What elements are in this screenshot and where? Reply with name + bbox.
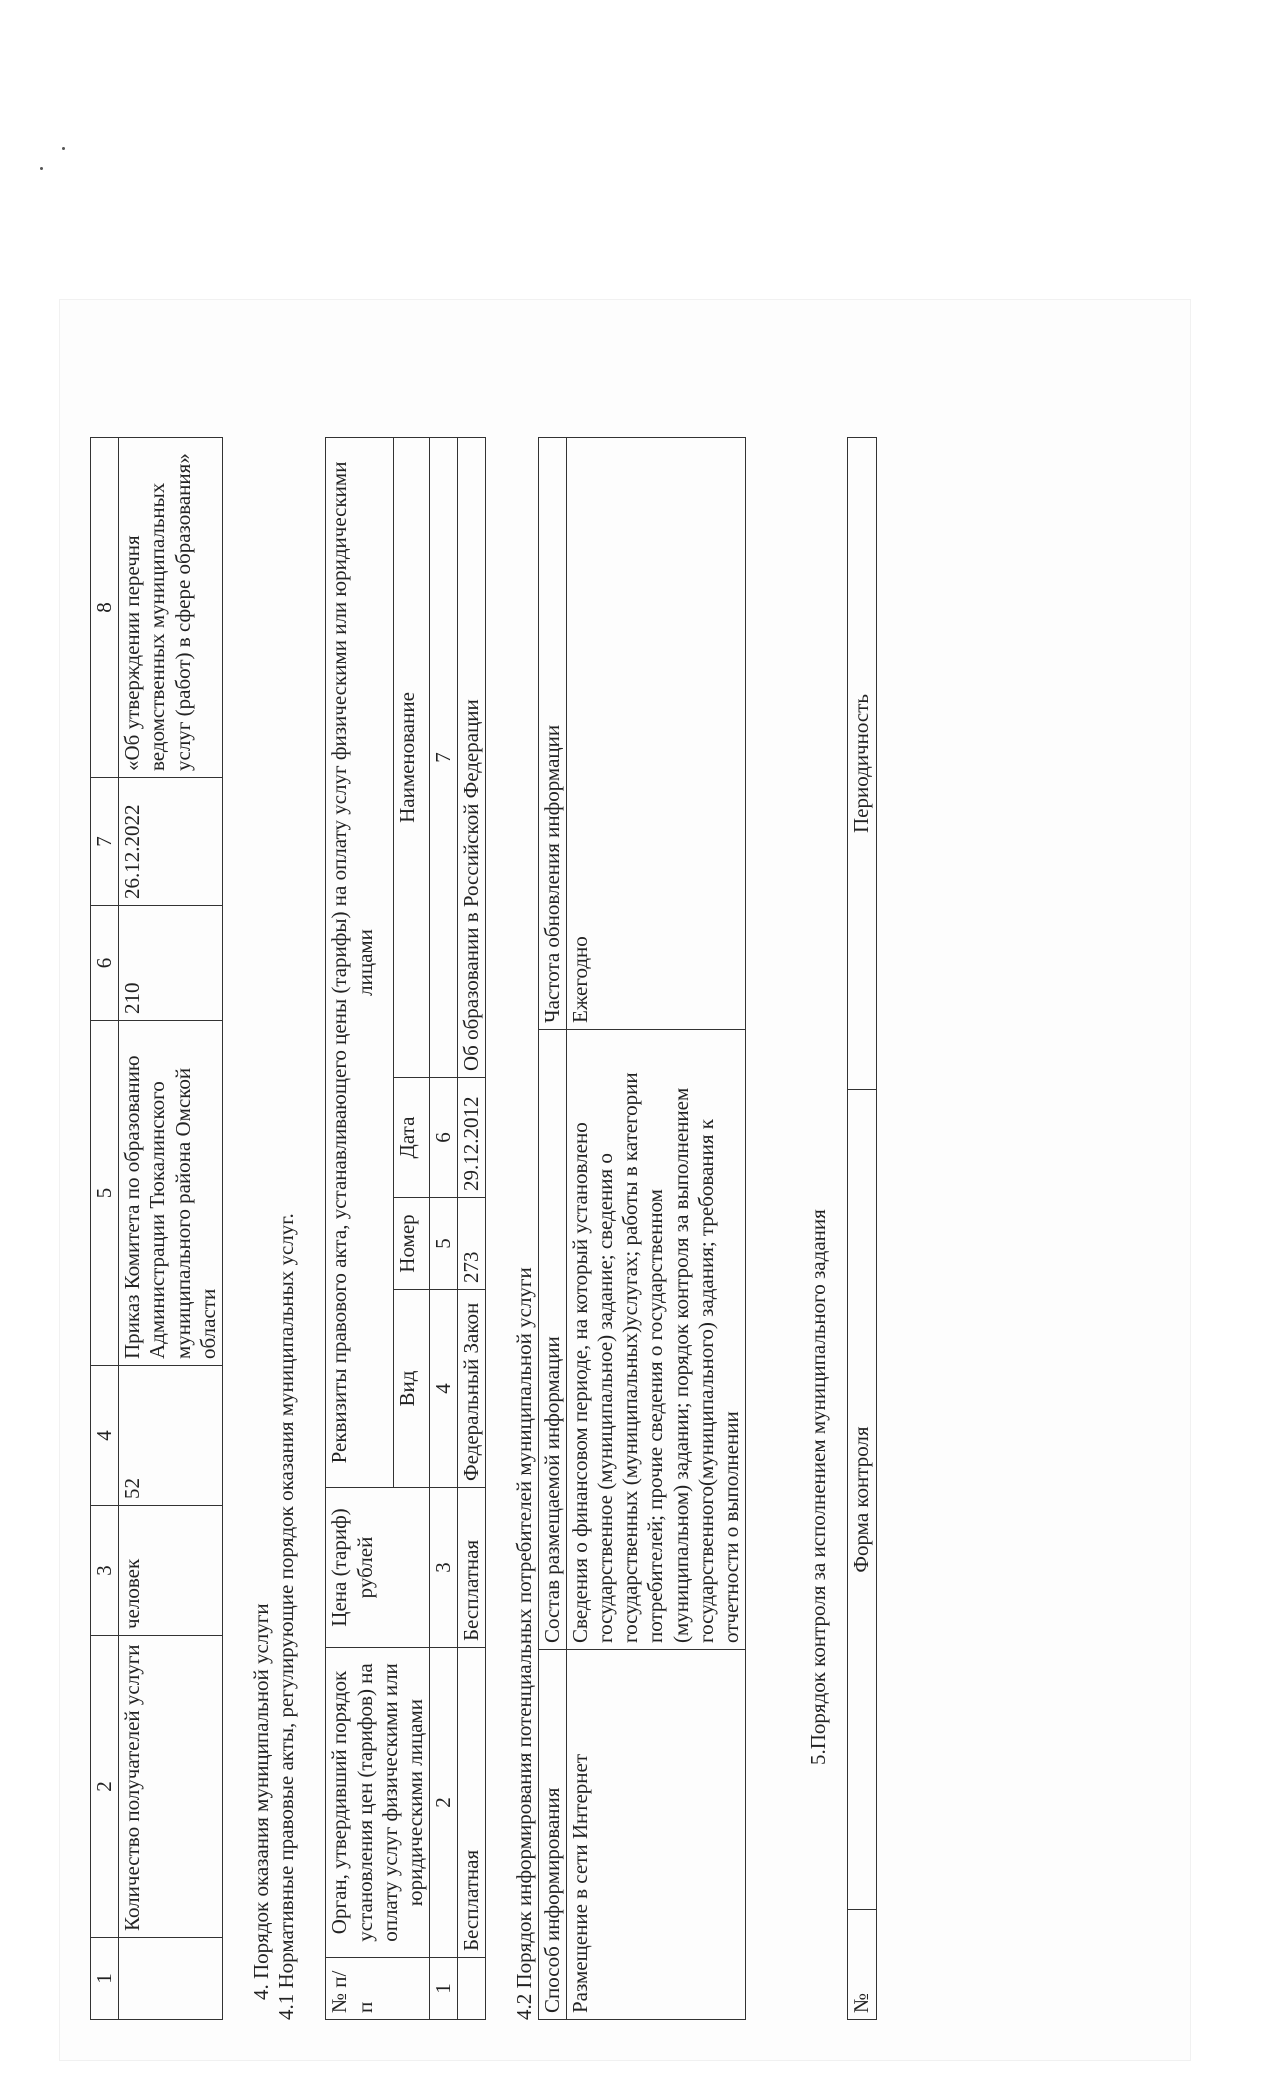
legal-acts-colnum-4: 4	[430, 1290, 458, 1488]
control-h-period: Периодичность	[848, 438, 876, 1090]
legal-acts-cell-type: Федеральный Закон	[458, 1290, 486, 1488]
document-body	[90, 438, 877, 2020]
spacer	[223, 438, 249, 2020]
legal-acts-h-number: Номер	[394, 1198, 430, 1290]
section-4-2-title: 4.2 Порядок информирования потенциальных потребителей муниципальной услуги	[512, 1267, 537, 2020]
legal-acts-colnum-row	[430, 437, 458, 2019]
services-col-8: 8	[91, 438, 119, 778]
legal-acts-cell-name: Об образовании в Российской Федерации	[458, 437, 486, 1077]
spacer	[486, 438, 512, 2020]
services-cell-unit: человек	[119, 1506, 223, 1636]
scan-speck	[62, 147, 65, 150]
legal-acts-h-num: № п/п	[326, 1958, 430, 2020]
informing-cell-frequency: Ежегодно	[566, 438, 745, 1030]
services-col-6: 6	[91, 906, 119, 1021]
section-4-1-subtitle: 4.1 Нормативные правовые акты, регулирующие порядок оказания муниципальных услуг.	[274, 1213, 299, 2020]
legal-acts-cell-organ: Бесплатная	[458, 1648, 486, 1958]
legal-acts-data-row	[458, 437, 486, 2019]
informing-cell-method: Размещение в сети Интернет	[566, 1650, 745, 2020]
services-cell-number: 210	[119, 906, 223, 1021]
informing-h-content: Состав размещаемой информации	[538, 1030, 566, 1650]
legal-acts-cell-price: Бесплатная	[458, 1488, 486, 1648]
services-data-row	[119, 438, 223, 2020]
legal-acts-header-row	[326, 437, 394, 2019]
services-table	[90, 437, 223, 2020]
legal-acts-h-date: Дата	[394, 1078, 430, 1198]
services-col-7: 7	[91, 778, 119, 906]
section-4-title: 4. Порядок оказания муниципальной услуги	[248, 1603, 273, 2000]
services-col-5: 5	[91, 1021, 119, 1366]
informing-header-row	[538, 438, 566, 2020]
services-cell-indicator: Количество получателей услуги	[119, 1636, 223, 1938]
legal-acts-h-name: Наименование	[394, 437, 430, 1077]
spacer	[299, 438, 325, 2020]
informing-table	[538, 437, 747, 2020]
services-cell-name: «Об утверждении перечня ведомственных муниципальных услуг (работ) в сфере образования»	[119, 438, 223, 778]
legal-acts-colnum-6: 6	[430, 1078, 458, 1198]
services-cell-act: Приказ Комитета по образованию Администрации Тюкалинского муниципального района Омской области	[119, 1021, 223, 1366]
legal-acts-h-type: Вид	[394, 1290, 430, 1488]
control-h-form: Форма контроля	[848, 1090, 876, 1910]
legal-acts-h-price: Цена (тариф) рублей	[326, 1488, 430, 1648]
legal-acts-colnum-2: 2	[430, 1648, 458, 1958]
scan-speck	[40, 167, 43, 170]
services-header-row	[91, 438, 119, 2020]
legal-acts-cell-num	[458, 1958, 486, 2020]
section-5-title: 5.Порядок контроля за исполнением муниципального задания	[806, 1209, 831, 1765]
legal-acts-cell-number: 273	[458, 1198, 486, 1290]
services-col-3: 3	[91, 1506, 119, 1636]
legal-acts-h-requisites: Реквизиты правового акта, устанавливающего цены (тарифы) на оплату услуг физическими или юридическими лицами	[326, 437, 394, 1487]
services-cell-1	[119, 1938, 223, 2020]
legal-acts-colnum-5: 5	[430, 1198, 458, 1290]
legal-acts-table	[325, 437, 486, 2020]
legal-acts-h-organ: Орган, утвердивший порядок установления цен (тарифов) на оплату услуг физическими или юридическими лицами	[326, 1648, 430, 1958]
informing-data-row	[566, 438, 745, 2020]
services-cell-value: 52	[119, 1366, 223, 1506]
legal-acts-colnum-1: 1	[430, 1958, 458, 2020]
legal-acts-colnum-7: 7	[430, 437, 458, 1077]
informing-cell-content: Сведения о финансовом периоде, на который установлено государственное (муниципальное) задание; сведения о государственных (муниципальных)услугах; работы в категории потребителей; прочие сведения о государственном (муниципальном) задании; порядок контроля за выполнением государственного(муниципального) задания; требования к отчетности о выполнении	[566, 1030, 745, 1650]
control-h-num: №	[848, 1910, 876, 2020]
control-table	[847, 437, 876, 2020]
services-col-1: 1	[91, 1938, 119, 2020]
spacer	[831, 438, 847, 2020]
services-cell-date: 26.12.2022	[119, 778, 223, 906]
services-col-4: 4	[91, 1366, 119, 1506]
legal-acts-cell-date: 29.12.2012	[458, 1078, 486, 1198]
informing-h-method: Способ информирования	[538, 1650, 566, 2020]
legal-acts-colnum-3: 3	[430, 1488, 458, 1648]
informing-h-frequency: Частота обновления информации	[538, 438, 566, 1030]
services-col-2: 2	[91, 1636, 119, 1938]
control-header-row	[848, 438, 876, 2020]
spacer	[746, 438, 806, 2020]
